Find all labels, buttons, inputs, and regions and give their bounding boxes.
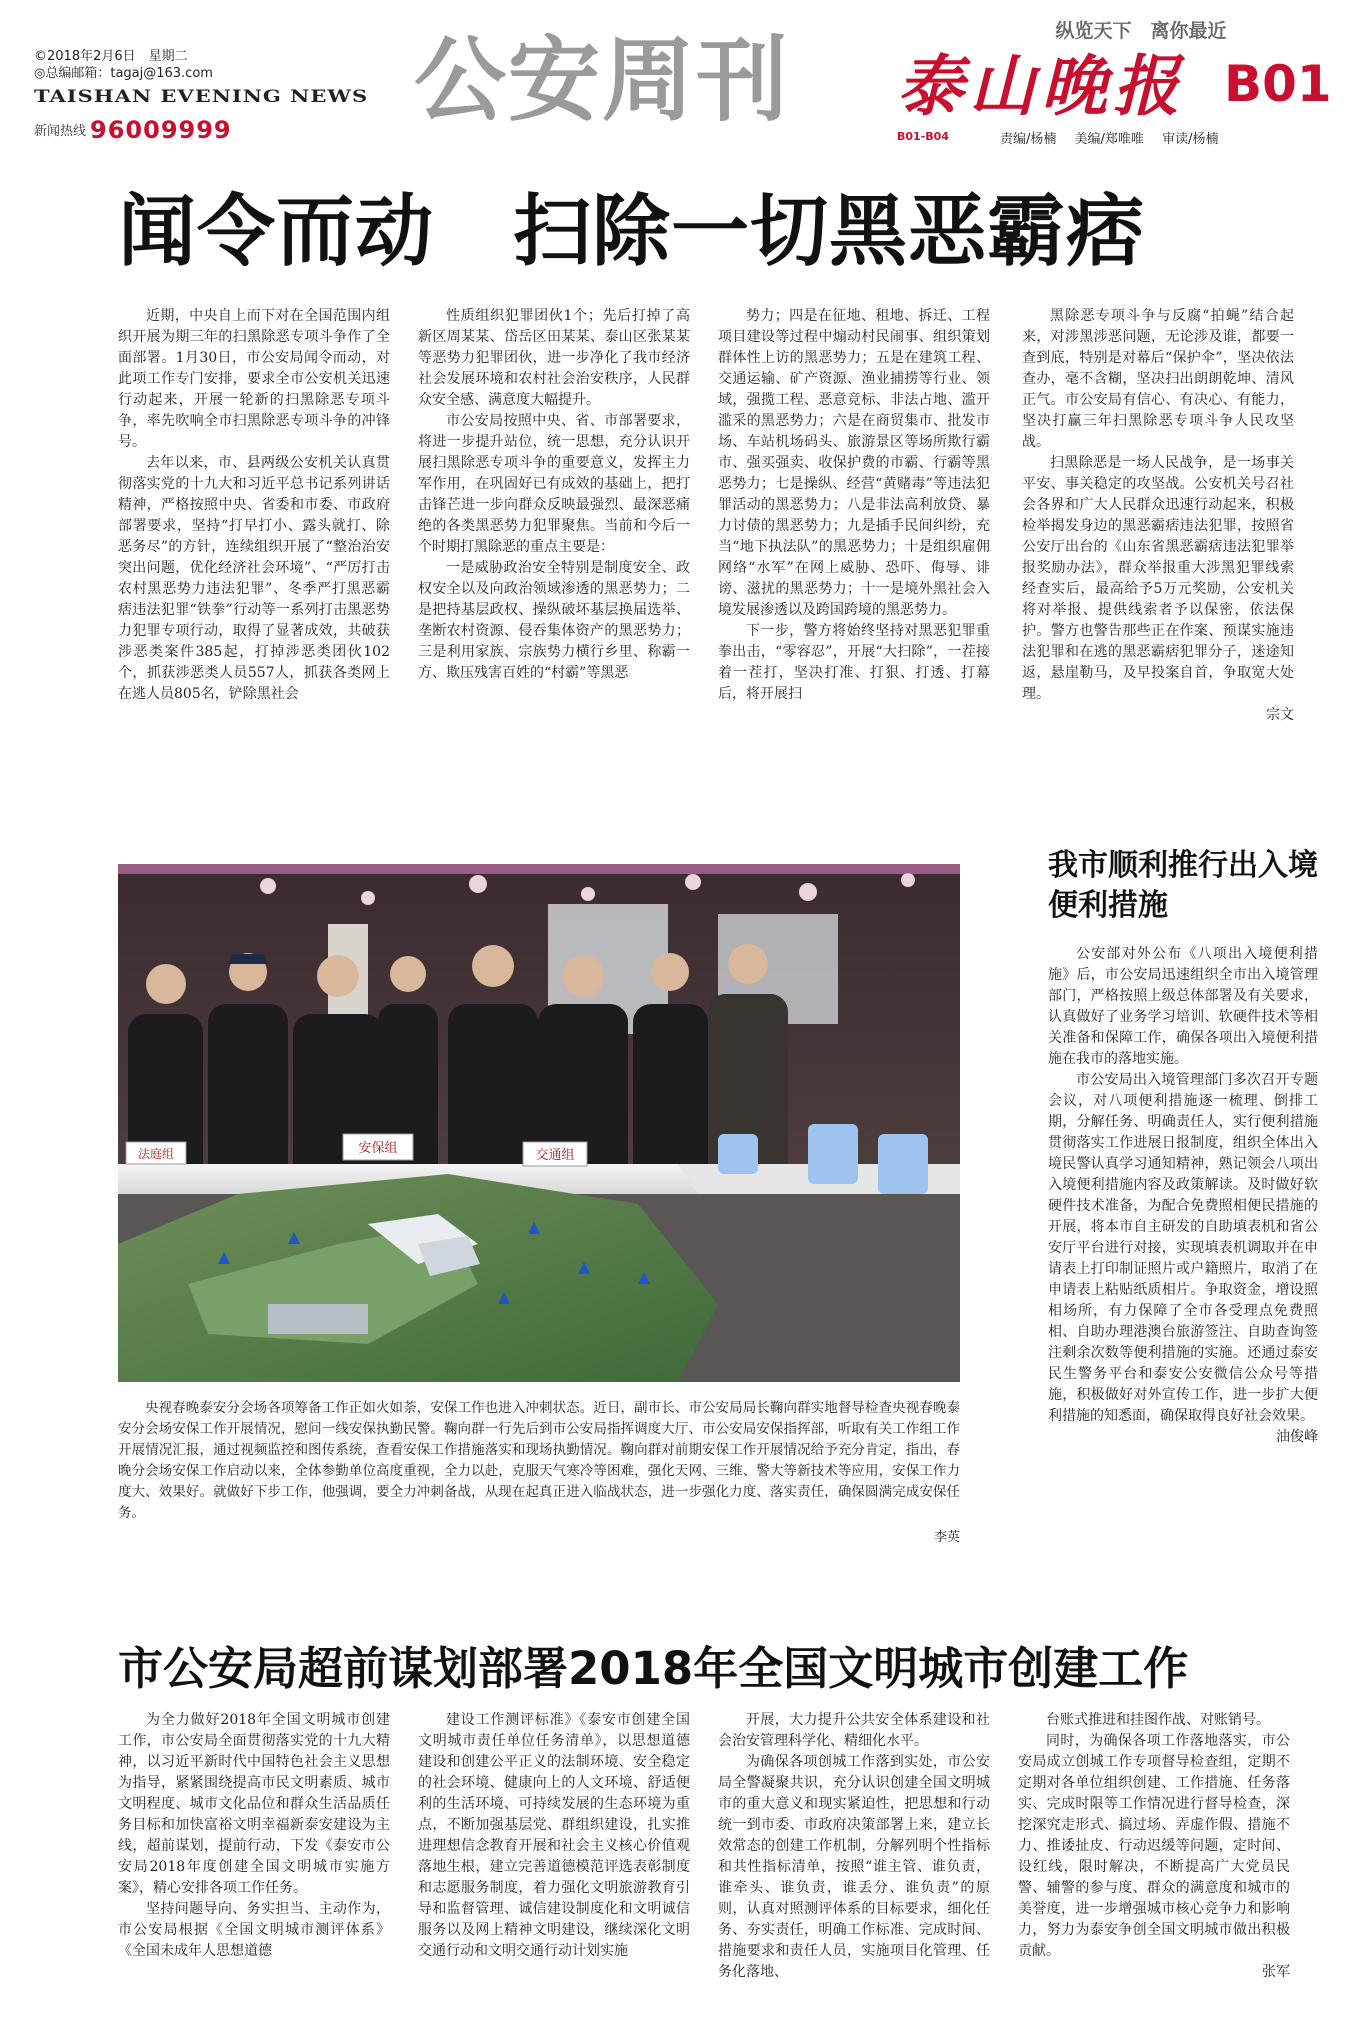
paragraph: 势力；四是在征地、租地、拆迁、工程项目建设等过程中煽动村民闹事、组织策划群体性上访的黑恶势力；五是在建筑工程、交通运输、矿产资源、渔业捕捞等行业、领域，强揽工程、恶意竞标、非法占地、滥开滥采的黑恶势力；六是在商贸集市、批发市场、车站机场码头、旅游景区等场所欺行霸市、强买强卖、收保护费的市霸、行霸等黑恶势力；七是操纵、经营“黄赌毒”等违法犯罪活动的黑恶势力；八是非法高利放贷、暴力讨债的黑恶势力；九是插手民间纠纷，充当“地下执法队”的黑恶势力；十是组织雇佣网络“水军”在网上威胁、恐吓、侮辱、诽谤、滋扰的黑恶势力；十一是境外黑社会入境发展渗透以及跨国跨境的黑恶势力。 <box>718 308 990 618</box>
article1-column-1 <box>118 306 390 786</box>
sidebar-headline: 我市顺利推行出入境便利措施 <box>1048 848 1318 923</box>
paragraph: 一是威胁政治安全特别是制度安全、政权安全以及向政治领域渗透的黑恶势力；二是把持基层政权、操纵破坏基层换届选举、垄断农村资源、侵吞集体资产的黑恶势力；三是利用家族、宗族势力横行乡里、称霸一方、欺压残害百姓的“村霸”等黑恶 <box>418 560 690 681</box>
photo-byline: 李英 <box>933 1530 960 1545</box>
photo-illustration <box>118 864 960 1382</box>
paragraph: 建设工作测评标准》《泰安市创建全国文明城市责任单位任务清单》，以思想道德建设和创建公平正义的法制环境、安全稳定的社会环境、健康向上的人文环境、舒适便利的生活环境、可持续发展的生态环境为重点，不断加强基层党、群组织建设，扎实推进理想信念教育开展和社会主义核心价值观落地生根，建立完善道德模范评选表彰制度和志愿服务制度，着力强化文明旅游教育引导和监督管理、诚信建设制度化和文明诚信服务以及网上精神文明建设，继续深化文明交通行动和文明交通行动计划实施 <box>418 1712 690 1959</box>
paragraph: 扫黑除恶是一场人民战争，是一场事关平安、事关稳定的攻坚战。公安机关号召社会各界和广大人民群众迅速行动起来，积极检举揭发身边的黑恶霸痞违法犯罪，按照省公安厅出台的《山东省黑恶霸痞违法犯罪举报奖励办法》，群众举报重大涉黑犯罪线索经查实后，最高给予5万元奖励，公安机关将对举报、提供线索者予以保密，依法保护。警方也警告那些正在作案、预谋实施违法犯罪和在逃的黑恶霸痞犯罪分子，迷途知返，悬崖勒马，及早投案自首，争取宽大处理。 <box>1022 455 1294 702</box>
hotline-number: 96009999 <box>90 116 232 144</box>
photo-caption: 央视春晚泰安分会场各项筹备工作正如火如荼，安保工作也进入冲刺状态。近日，副市长、市公安局局长鞠向群实地督导检查央视春晚泰安分会场安保工作开展情况，慰问一线安保执勤民警。鞠向群一行先后到市公安局指挥调度大厅、市公安局安保指挥部，听取有关工作组工作开展情况汇报，通过视频监控和图传系统，查看安保工作措施落实和现场执勤情况。鞠向群对前期安保工作开展情况给予充分肯定，指出，春晚分会场安保工作启动以来，全体参勤单位高度重视，全力以赴，克服天气寒冷等困难，强化天网、三维、警大等新技术等应用，安保工作力度大、效果好。就做好下步工作，他强调，要全力冲刺备战，从现在起真正进入临战状态，进一步强化力度、落实责任，确保圆满完成安保任务。 <box>118 1400 960 1521</box>
news-photo <box>118 864 960 1382</box>
paragraph: 为确保各项创城工作落到实处，市公安局全警凝聚共识，充分认识创建全国文明城市的重大意义和现实紧迫性，把思想和行动统一到市委、市政府决策部署上来，建立长效常态的创建工作机制，分解列明个性指标和共性指标清单，按照“谁主管、谁负责，谁牵头、谁负责，谁丢分、谁负责”的原则，认真对照测评体系的目标要求，细化任务、夯实责任，明确工作标准、完成时间、措施要求和责任人员，实施项目化管理、任务化落地、 <box>718 1754 990 1980</box>
page-number: B01 <box>1224 55 1332 113</box>
article1-column-3 <box>718 306 990 786</box>
hotline-label: 新闻热线 <box>34 124 87 139</box>
paragraph: 市公安局出入境管理部门多次召开专题会议，对八项便利措施逐一梳理、倒排工期，分解任务、明确责任人，实行便利措施贯彻落实工作进展日报制度，组织全体出入境民警认真学习通知精神，熟记领会八项出入境便利措施内容及政策解读。及时做好软硬件技术准备，为配合免费照相便民措施的开展，将本市自主研发的自助填表机和省公安厅平台进行对接，实现填表机调取并在申请表上打印制证照片或户籍照片，取消了在申请表上粘贴纸质相片。争取资金，增设照相场所，有力保障了全市各受理点免费照相、自助办理港澳台旅游签注、自助查询签注剩余次数等便利措施的实施。还通过泰安民生警务平台和泰安公安微信公众号等措施，积极做好对外宣传工作，进一步扩大便利措施的知悉面，确保取得良好社会效果。 <box>1048 1072 1318 1424</box>
newspaper-logo: 泰山晚报 <box>897 48 1185 124</box>
paragraph: 公安部对外公布《八项出入境便利措施》后，市公安局迅速组织全市出入境管理部门，严格按照上级总体部署及有关要求，认真做好了业务学习培训、软硬件技术等相关准备和保障工作，确保各项出入境便利措施在我市的落地实施。 <box>1048 946 1318 1067</box>
editor-email[interactable]: ◎总编邮箱：tagaj@163.com <box>34 66 213 81</box>
lead-headline: 闻令而动 扫除一切黑恶霸痞 <box>118 187 1146 277</box>
article3-column-3 <box>718 1710 990 2025</box>
paragraph: 黑除恶专项斗争与反腐“拍蝇”结合起来，对涉黑涉恶问题，无论涉及谁，都要一查到底，特别是对幕后“保护伞”，坚决依法查办，毫不含糊，坚决扫出朗朗乾坤、清风正气。市公安局有信心、有决心、有能力，坚决打赢三年扫黑除恶专项斗争人民攻坚战。 <box>1022 308 1294 450</box>
desk-sign-text: 交通组 <box>535 1148 575 1163</box>
desk-sign-text: 法庭组 <box>137 1147 175 1161</box>
issue-info <box>34 48 213 82</box>
paragraph: 为全力做好2018年全国文明城市创建工作，市公安局全面贯彻落实党的十九大精神，以习近平新时代中国特色社会主义思想为指导，紧紧围绕提高市民文明素质、城市文明程度、城市文化品位和群众生活品质任务目标和加快富裕文明幸福新泰安建设为主线，超前谋划，提前行动，下发《泰安市公安局2018年度创建全国文明城市实施方案》，精心安排各项工作任务。 <box>118 1712 390 1896</box>
paragraph: 市公安局按照中央、省、市部署要求，将进一步提升站位，统一思想，充分认识开展扫黑除恶专项斗争的重要意义，发挥主力军作用，在巩固好已有成效的基础上，把打击锋芒进一步向群众反映最强烈、最深恶痛绝的各类黑恶势力犯罪聚焦。当前和今后一个时期打黑除恶的重点主要是： <box>418 413 690 555</box>
newspaper-slogan: 纵览天下 离你最近 <box>1055 20 1227 42</box>
credit-reviewer: 审读/杨楠 <box>1162 132 1219 147</box>
desk-sign-text: 安保组 <box>358 1141 398 1156</box>
editor-credits <box>1000 128 1232 147</box>
article1-column-2 <box>418 306 690 786</box>
paragraph: 台账式推进和挂图作战、对账销号。 <box>1046 1712 1270 1728</box>
brand-english: TAISHAN EVENING NEWS <box>34 86 369 106</box>
article3-byline: 张军 <box>1262 1964 1290 1980</box>
paragraph: 开展，大力提升公共安全体系建设和社会治安管理科学化、精细化水平。 <box>718 1712 990 1749</box>
issue-date: ©2018年2月6日 星期二 <box>34 49 188 64</box>
paragraph: 坚持问题导向、务实担当、主动作为，市公安局根据《全国文明城市测评体系》《全国未成年人思想道德 <box>118 1901 390 1959</box>
page-range: B01-B04 <box>897 130 949 143</box>
article3-column-2 <box>418 1710 690 2025</box>
article3-column-1 <box>118 1710 390 2025</box>
sidebar-article-body <box>1048 944 1318 1556</box>
article1-column-4 <box>1022 306 1294 786</box>
credit-designer: 美编/郑唯唯 <box>1074 132 1144 147</box>
section-title: 公安周刊 <box>414 27 791 134</box>
news-hotline <box>34 116 232 144</box>
article3-column-4 <box>1018 1710 1290 2025</box>
paragraph: 近期，中央自上而下对在全国范围内组织开展为期三年的扫黑除恶专项斗争作了全面部署。1月30日，市公安局闻令而动，对此项工作专门安排，要求全市公安机关迅速行动起来，开展一轮新的扫黑除恶专项斗争，率先吹响全市扫黑除恶专项斗争的冲锋号。 <box>118 308 390 450</box>
sidebar-byline: 油俊峰 <box>1276 1429 1318 1445</box>
paragraph: 性质组织犯罪团伙1个；先后打掉了高新区周某某、岱岳区田某某、泰山区张某某等恶势力犯罪团伙，进一步净化了我市经济社会发展环境和农村社会治安秩序，人民群众安全感、满意度大幅提升。 <box>418 308 690 408</box>
paragraph: 去年以来，市、县两级公安机关认真贯彻落实党的十九大和习近平总书记系列讲话精神，严格按照中央、省委和市委、市政府部署要求，坚持“打早打小、露头就打、除恶务尽”的方针，连续组织开展了“整治治安突出问题，优化经济社会环境”、“严厉打击农村黑恶势力违法犯罪”、冬季严打黑恶霸痞违法犯罪“铁拳”行动等一系列打击黑恶势力犯罪专项行动，取得了显著成效，共破获涉恶类案件385起，打掉涉恶类团伙102个，抓获涉恶类人员557人，抓获各类网上在逃人员805名，铲除黑社会 <box>118 455 390 702</box>
credit-editor: 责编/杨楠 <box>1000 132 1057 147</box>
paragraph: 下一步，警方将始终坚持对黑恶犯罪重拳出击，“零容忍”，开展“大扫除”，一茬接着一茬打，坚决打准、打狠、打透、打幕后，将开展扫 <box>718 623 990 702</box>
article1-byline: 宗文 <box>1266 707 1294 723</box>
bottom-headline: 市公安局超前谋划部署2018年全国文明城市创建工作 <box>118 1642 1189 1695</box>
paragraph: 同时，为确保各项工作落地落实，市公安局成立创城工作专项督导检查组，定期不定期对各单位组织创建、工作措施、任务落实、完成时限等工作情况进行督导检查，深挖深究走形式、搞过场、弄虚作假、措施不力、推诿扯皮、行动迟缓等问题，定时间、设红线，限时解决，不断提高广大党员民警、辅警的参与度、群众的满意度和城市的美誉度，进一步增强城市核心竞争力和影响力，努力为泰安争创全国文明城市做出积极贡献。 <box>1018 1733 1290 1959</box>
